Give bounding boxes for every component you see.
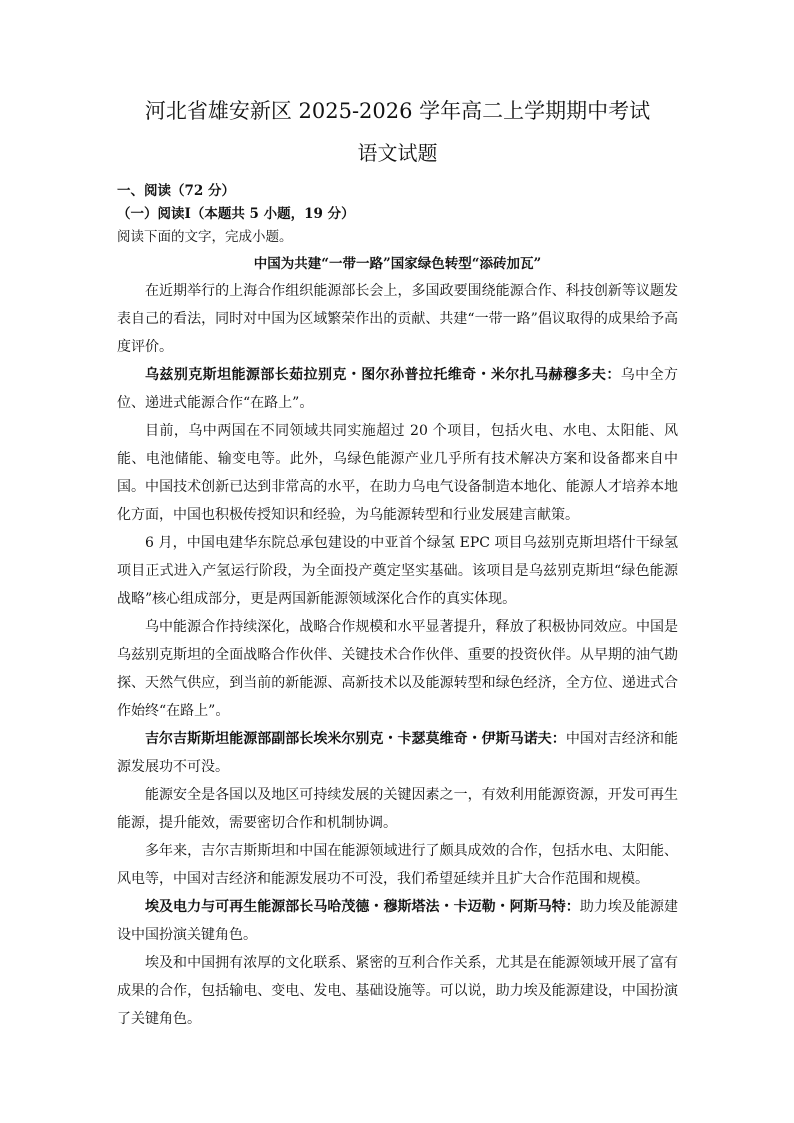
paragraph: 多年来，吉尔吉斯斯坦和中国在能源领域进行了颇具成效的合作，包括水电、太阳能、风电等，中国对吉经济和能源发展功不可没，我们希望延续并且扩大合作范围和规模。 (117, 843, 678, 887)
speaker-paragraph: 吉尔吉斯斯坦能源部副部长埃米尔别克・卡瑟莫维奇・伊斯马诺夫：中国对吉经济和能源发展功不可没。 (117, 731, 679, 775)
speaker-paragraph: 乌兹别克斯坦能源部长茹拉别克・图尔孙普拉托维奇・米尔扎马赫穆多夫：乌中全方位、递进式能源合作“在路上”。 (117, 367, 679, 411)
paragraph: 乌中能源合作持续深化，战略合作规模和水平显著提升，释放了积极协同效应。中国是乌兹别克斯坦的全面战略合作伙伴、关键技术合作伙伴、重要的投资伙伴。从早期的油气勘探、天然气供应，到当前的新能源、高新技术以及能源转型和绿色经济，全方位、递进式合作始终“在路上”。 (117, 619, 678, 719)
paragraph: 能源安全是各国以及地区可持续发展的关键因素之一，有效利用能源资源，开发可再生能源，提升能效，需要密切合作和机制协调。 (117, 787, 678, 831)
document-title: 河北省雄安新区 2025-2026 学年高二上学期期中考试 (144, 99, 651, 123)
paragraph: 在近期举行的上海合作组织能源部长会上，多国政要围绕能源合作、科技创新等议题发表自己的看法，同时对中国为区域繁荣作出的贡献、共建“一带一路”倡议取得的成果给予高度评价。 (117, 283, 678, 355)
document-subtitle: 语文试题 (357, 141, 438, 165)
speaker-paragraph: 埃及电力与可再生能源部长马哈茂德・穆斯塔法・卡迈勒・阿斯马特：助力埃及能源建设中国扮演关键角色。 (117, 899, 679, 943)
paragraph: 6 月，中国电建华东院总承包建设的中亚首个绿氢 EPC 项目乌兹别克斯坦塔什干绿氢项目正式进入产氢运行阶段，为全面投产奠定坚实基础。该项目是乌兹别克斯坦“绿色能源战略”核心组成部分，更是两国新能源领域深化合作的真实体现。 (117, 535, 678, 607)
instruction-text: 阅读下面的文字，完成小题。 (117, 229, 293, 245)
speaker-name: 乌兹别克斯坦能源部长茹拉别克・图尔孙普拉托维奇・米尔扎马赫穆多夫： (145, 367, 621, 383)
speaker-name: 吉尔吉斯斯坦能源部副部长埃米尔别克・卡瑟莫维奇・伊斯马诺夫： (145, 731, 566, 747)
paragraph: 目前，乌中两国在不同领域共同实施超过 20 个项目，包括火电、水电、太阳能、风能、电池储能、输变电等。此外，乌绿色能源产业几乎所有技术解决方案和设备都来自中国。中国技术创新已达到非常高的水平，在助力乌电气设备制造本地化、能源人才培养本地化方面，中国也积极传授知识和经验，为乌能源转型和行业发展建言献策。 (117, 423, 678, 523)
subsection-heading: （一）阅读Ⅰ（本题共 5 小题，19 分） (117, 206, 355, 222)
section-heading: 一、阅读（72 分） (117, 183, 235, 199)
paragraph: 埃及和中国拥有浓厚的文化联系、紧密的互利合作关系，尤其是在能源领域开展了富有成果的合作，包括输电、变电、发电、基础设施等。可以说，助力埃及能源建设，中国扮演了关键角色。 (117, 955, 678, 1027)
document-content (117, 98, 678, 1033)
article-title: 中国为共建“一带一路”国家绿色转型“添砖加瓦” (253, 256, 542, 272)
speaker-name: 埃及电力与可再生能源部长马哈茂德・穆斯塔法・卡迈勒・阿斯马特： (145, 899, 580, 915)
